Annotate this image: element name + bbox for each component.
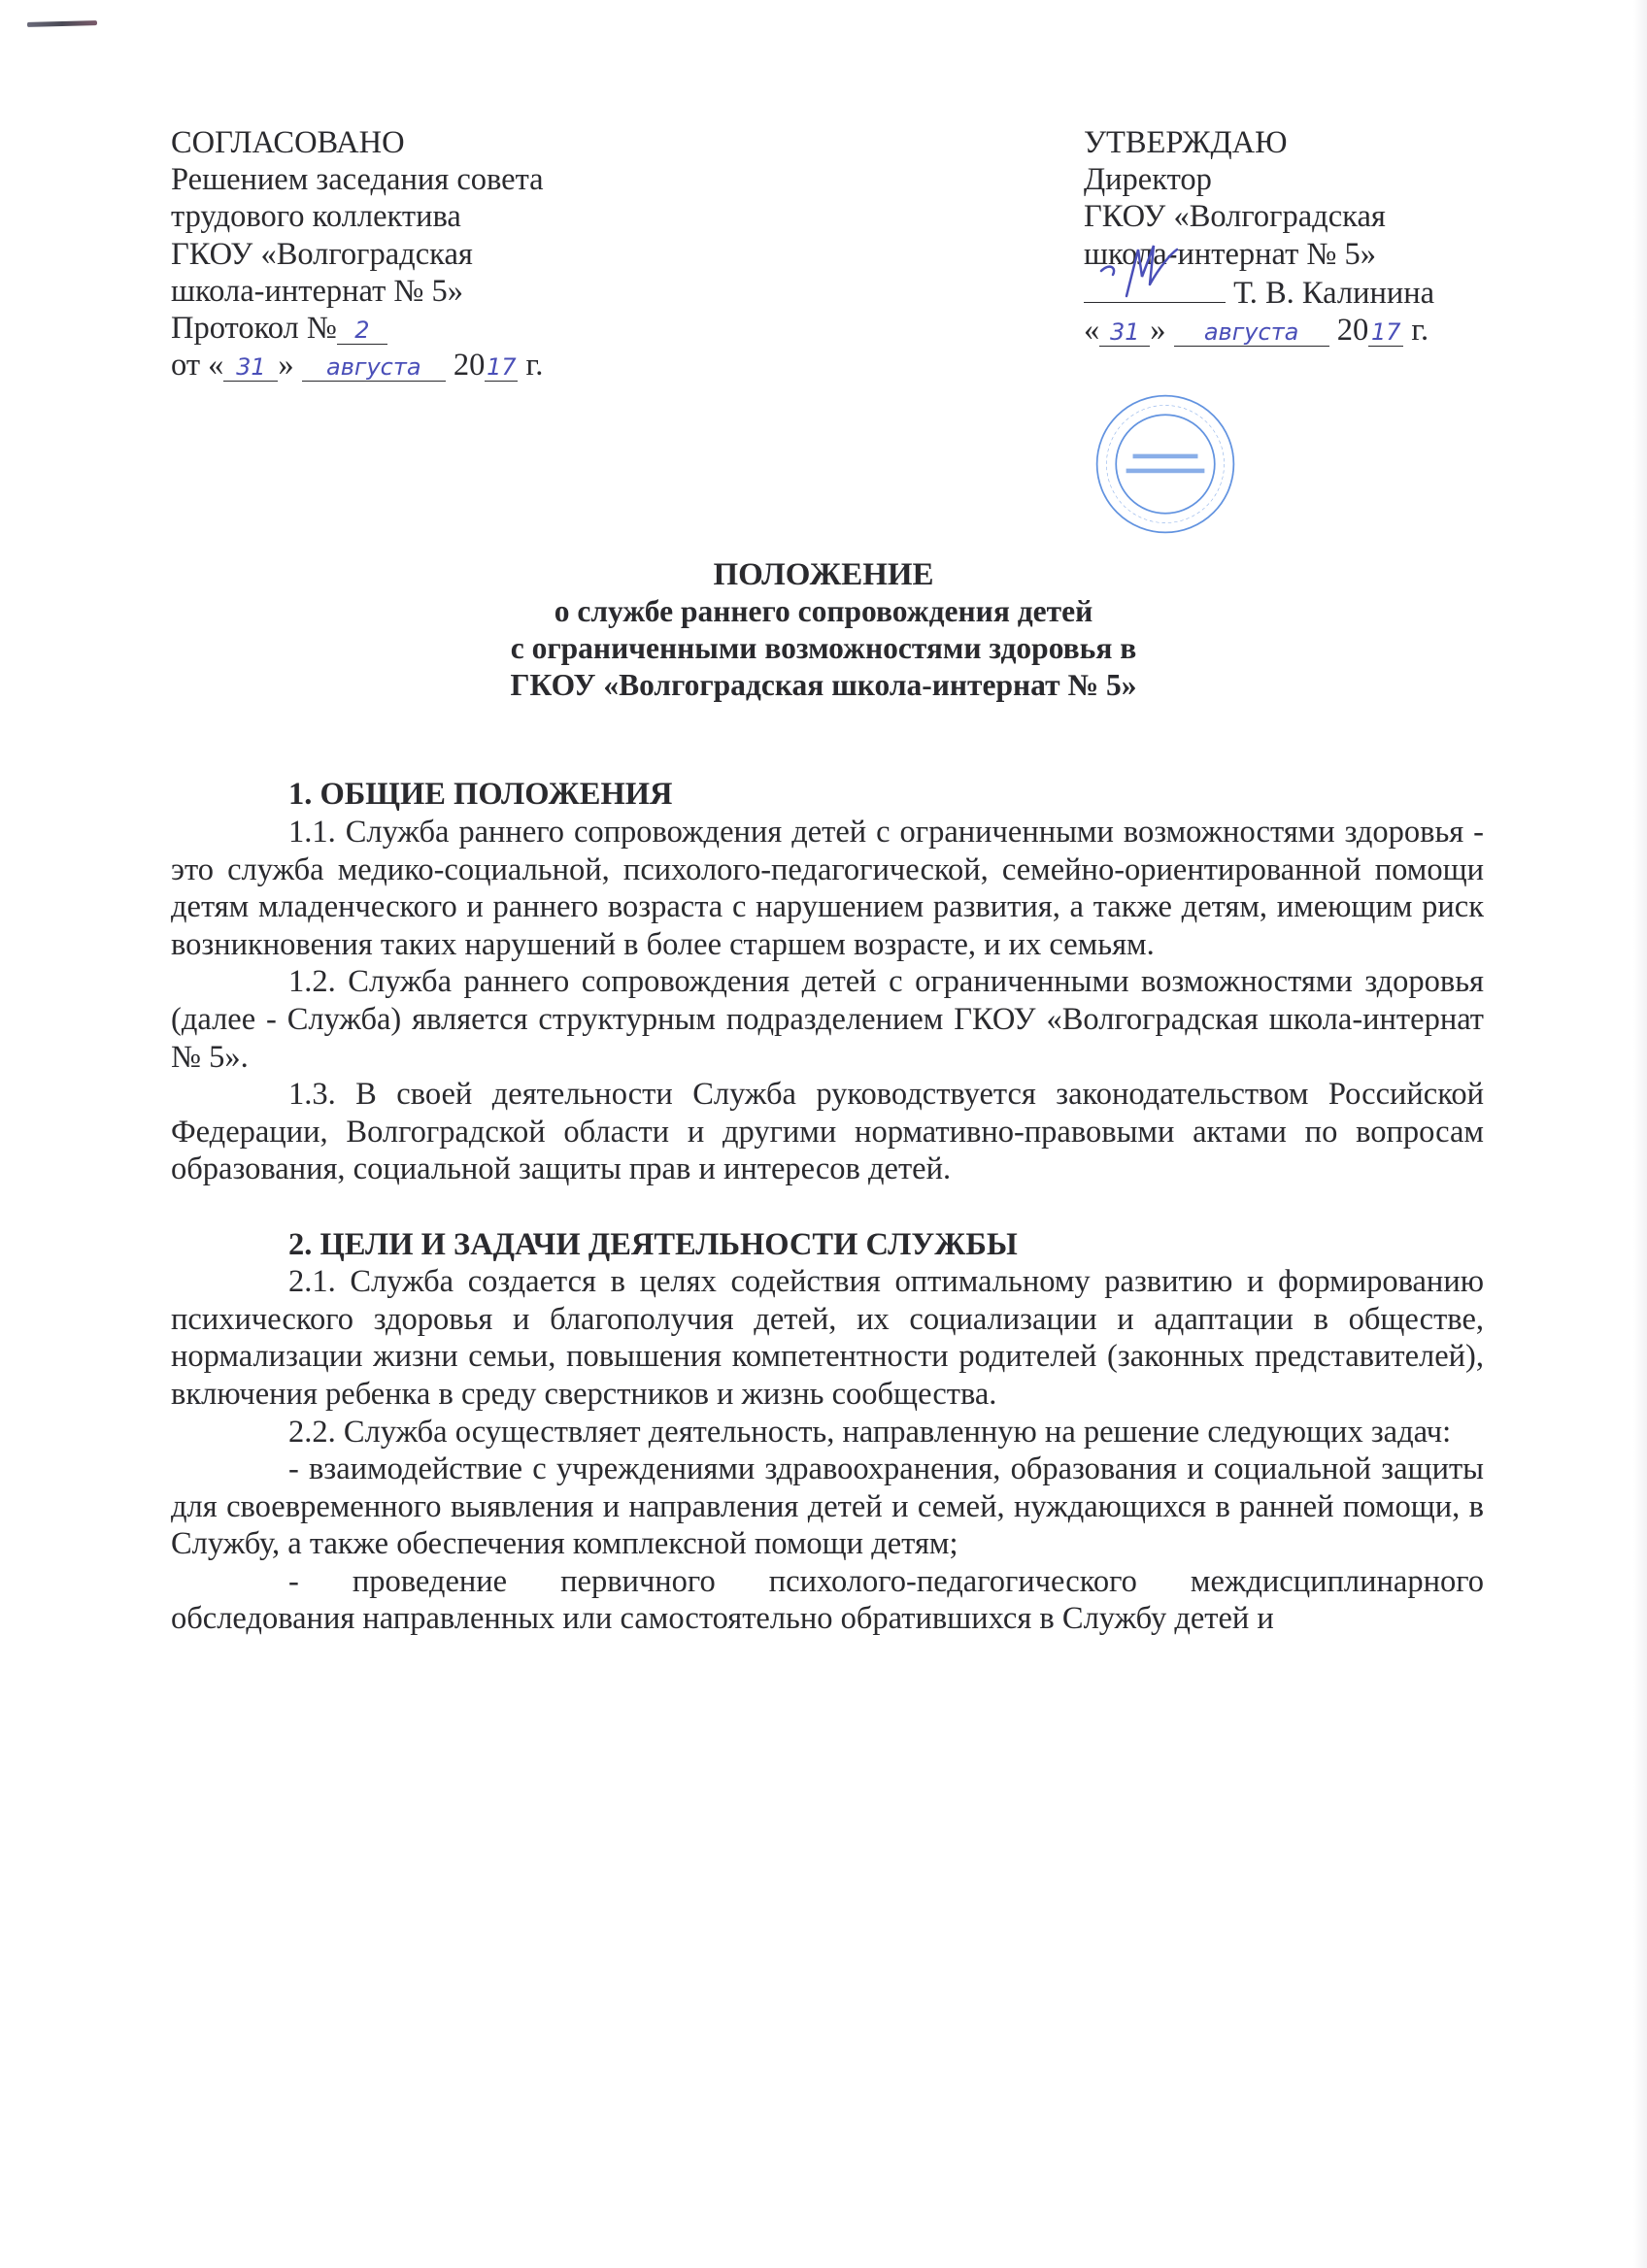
approved-line: ГКОУ «Волгоградская bbox=[1084, 199, 1386, 235]
title-line: о службе раннего сопровождения детей bbox=[554, 594, 1093, 629]
agreed-heading: СОГЛАСОВАНО bbox=[171, 125, 405, 160]
date-quote-close: » bbox=[1150, 313, 1166, 349]
document-body bbox=[171, 776, 1484, 1638]
year-prefix: 20 bbox=[1336, 313, 1369, 349]
approved-date-line bbox=[1084, 312, 1530, 349]
section-heading-general: 1. ОБЩИЕ ПОЛОЖЕНИЯ bbox=[288, 777, 673, 813]
agreed-line: Решением заседания совета bbox=[171, 162, 544, 198]
title-line: с ограниченными возможностями здоровья в bbox=[510, 631, 1137, 666]
protocol-label: Протокол № bbox=[171, 311, 337, 347]
paragraph-1-1: 1.1. Служба раннего сопровождения детей с ограниченными возможностями здоровья - это служба медико-социальной, психолого-педагогической, семейно-ориентированной помощи детям младенческого и раннего возраста с нарушением развития, а также детям, имеющим риск возникновения таких нарушений в более старшем возрасте, и их семьям. bbox=[171, 815, 1484, 962]
date-day-handwritten: 31 bbox=[223, 353, 278, 382]
approved-line: школа-интернат № 5» bbox=[1084, 236, 1377, 272]
approval-block-approved bbox=[1084, 124, 1530, 384]
protocol-line bbox=[171, 310, 544, 347]
stamp-outer-ring bbox=[1097, 396, 1234, 533]
approved-heading: УТВЕРЖДАЮ bbox=[1084, 125, 1288, 160]
date-prefix: от « bbox=[171, 348, 224, 384]
stamp-center-mark-2 bbox=[1126, 469, 1205, 474]
date-day-handwritten: 31 bbox=[1099, 318, 1150, 347]
stamp-ring-text-band bbox=[1106, 406, 1224, 523]
signatory-name: Т. В. Калинина bbox=[1233, 275, 1435, 311]
approval-block-agreed bbox=[171, 124, 544, 384]
date-quote-close: » bbox=[278, 348, 294, 384]
paragraph-1-3: 1.3. В своей деятельности Служба руководствуется законодательством Российской Федерации, Волгоградской области и другими нормативно-правовыми актами по вопросам образования, социальной защиты прав и интересов детей. bbox=[171, 1077, 1484, 1187]
year-suffix-handwritten: 17 bbox=[1368, 318, 1403, 347]
list-item-interaction: - взаимодействие с учреждениями здравоохранения, образования и социальной защиты для своевременного выявления и направления детей и семей, нуждающихся в ранней помощи, в Службу, а также обеспечения комплексной помощи детям; bbox=[171, 1451, 1484, 1562]
agreed-date-line bbox=[171, 347, 544, 384]
organization-stamp bbox=[1092, 391, 1238, 537]
agreed-line: трудового коллектива bbox=[171, 199, 461, 235]
agreed-line: ГКОУ «Волгоградская bbox=[171, 236, 473, 272]
date-month-handwritten: августа bbox=[1174, 318, 1329, 347]
agreed-line: школа-интернат № 5» bbox=[171, 273, 464, 309]
paragraph-2-2: 2.2. Служба осуществляет деятельность, направленную на решение следующих задач: bbox=[288, 1414, 1452, 1450]
date-quote-open: « bbox=[1084, 313, 1100, 349]
section-heading-goals: 2. ЦЕЛИ И ЗАДАЧИ ДЕЯТЕЛЬНОСТИ СЛУЖБЫ bbox=[288, 1226, 1018, 1262]
section-gap bbox=[171, 1188, 1484, 1226]
year-unit: г. bbox=[1411, 313, 1429, 349]
stamp-area bbox=[0, 391, 1647, 537]
paragraph-1-2: 1.2. Служба раннего сопровождения детей с ограниченными возможностями здоровья (далее - Служба) является структурным подразделением ГКОУ «Волгоградская школа-интернат № 5». bbox=[171, 964, 1484, 1075]
signature-blank bbox=[1084, 273, 1226, 303]
director-signature bbox=[1093, 242, 1210, 300]
year-prefix: 20 bbox=[453, 348, 486, 384]
list-item-examination: - проведение первичного психолого-педагогического междисциплинарного обследования направленных или самостоятельно обратившихся в Службу детей и bbox=[171, 1563, 1484, 1637]
document-title bbox=[0, 556, 1647, 704]
year-unit: г. bbox=[525, 348, 544, 384]
year-suffix-handwritten: 17 bbox=[487, 353, 517, 382]
protocol-number-handwritten: 2 bbox=[337, 317, 387, 345]
signature-line bbox=[1084, 273, 1530, 312]
approved-line: Директор bbox=[1084, 162, 1212, 198]
title-main: ПОЛОЖЕНИЕ bbox=[713, 557, 934, 593]
stamp-center-mark-1 bbox=[1133, 454, 1198, 459]
date-month-handwritten: августа bbox=[302, 353, 446, 382]
stamp-inner-ring bbox=[1116, 416, 1215, 515]
title-line: ГКОУ «Волгоградская школа-интернат № 5» bbox=[510, 668, 1137, 703]
paragraph-2-1: 2.1. Служба создается в целях содействия оптимальному развитию и формированию психического здоровья и благополучия детей, их социализации и адаптации в обществе, нормализации жизни семьи, повышения компетентности родителей (законных представителей), включения ребенка в среду сверстников и жизнь сообщества. bbox=[171, 1264, 1484, 1412]
approval-header bbox=[0, 124, 1647, 384]
